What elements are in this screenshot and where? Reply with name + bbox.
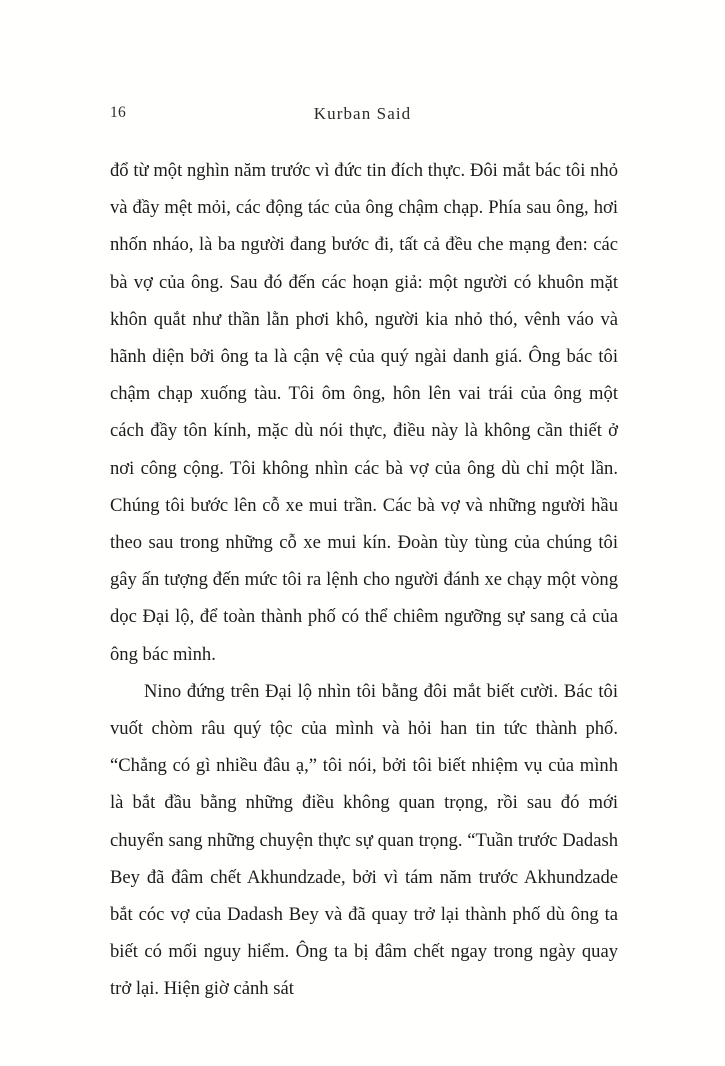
body-text [110,152,618,1008]
page-number: 16 [110,104,127,121]
running-head [110,104,615,130]
book-title: Kurban Said [313,104,412,123]
paragraph: đổ từ một nghìn năm trước vì đức tin đích thực. Đôi mắt bác tôi nhỏ và đầy mệt mỏi, các động tác của ông chậm chạp. Phía sau ông, hơi nhốn nháo, là ba người đang bước đi, tất cả đều che mạng đen: các bà vợ của ông. Sau đó đến các hoạn giả: một người có khuôn mặt khôn quắt như thần lằn phơi khô, người kia nhỏ thó, vênh váo và hãnh diện bởi ông ta là cận vệ của quý ngài danh giá. Ông bác tôi chậm chạp xuống tàu. Tôi ôm ông, hôn lên vai trái của ông một cách đầy tôn kính, mặc dù nói thực, điều này là không cần thiết ở nơi công cộng. Tôi không nhìn các bà vợ của ông dù chỉ một lần. Chúng tôi bước lên cỗ xe mui trần. Các bà vợ và những người hầu theo sau trong những cỗ xe mui kín. Đoàn tùy tùng của chúng tôi gây ấn tượng đến mức tôi ra lệnh cho người đánh xe chạy một vòng dọc Đại lộ, để toàn thành phố có thể chiêm ngưỡng sự sang cả của ông bác mình. [110,160,618,665]
paragraph: Nino đứng trên Đại lộ nhìn tôi bằng đôi mắt biết cười. Bác tôi vuốt chòm râu quý tộc của mình và hỏi han tin tức thành phố. “Chẳng có gì nhiều đâu ạ,” tôi nói, bởi tôi biết nhiệm vụ của mình là bắt đầu bằng những điều không quan trọng, rồi sau đó mới chuyển sang những chuyện thực sự quan trọng. “Tuần trước Dadash Bey đã đâm chết Akhundzade, bởi vì tám năm trước Akhundzade bắt cóc vợ của Dadash Bey và đã quay trở lại thành phố dù ông ta biết có mối nguy hiểm. Ông ta bị đâm chết ngay trong ngày quay trở lại. Hiện giờ cảnh sát [110,680,618,1000]
